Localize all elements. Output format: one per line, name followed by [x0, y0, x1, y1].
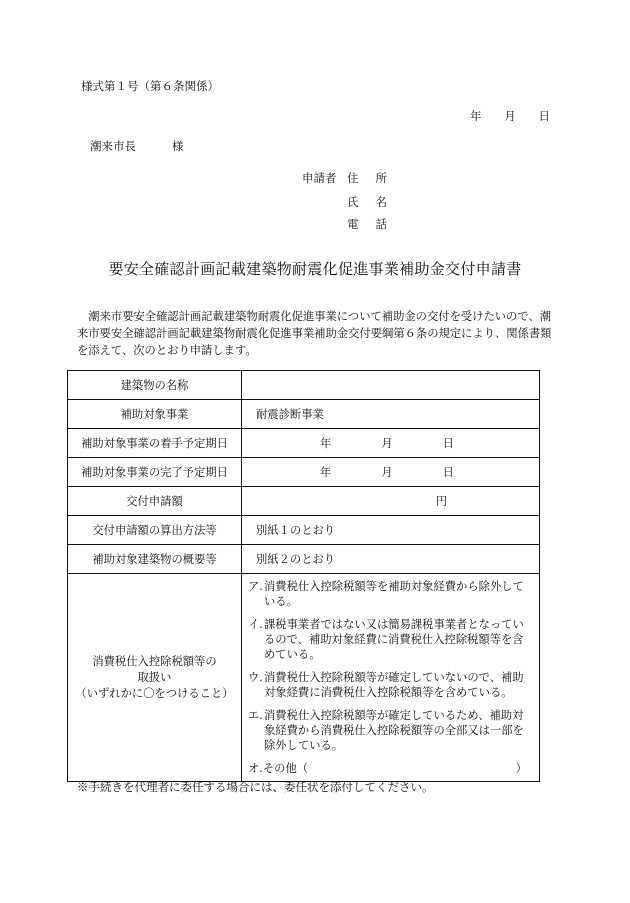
end-month: 月	[381, 466, 393, 479]
option-mark: イ.	[248, 618, 263, 631]
start-day: 日	[442, 437, 454, 450]
addressee-name: 潮来市長	[90, 139, 136, 153]
table-row	[68, 545, 540, 574]
building-name-label: 建築物の名称	[68, 371, 242, 400]
addressee-honorific: 様	[172, 139, 184, 153]
table-row	[68, 574, 540, 782]
option-mark: ウ.	[248, 671, 263, 684]
tax-option-e[interactable]	[248, 708, 531, 753]
tax-handling-label	[68, 574, 242, 782]
subsidy-project-value: 耐震診断事業	[242, 400, 540, 429]
subsidy-project-label: 補助対象事業	[68, 400, 242, 429]
tax-label-line-2: 取扱い	[137, 670, 172, 684]
document-title: 要安全確認計画記載建築物耐震化促進事業補助金交付申請書	[108, 260, 522, 278]
tax-option-other[interactable]	[248, 761, 531, 776]
form-number-label: 様式第１号（第６条関係）	[81, 79, 219, 93]
applicant-tel-label	[347, 216, 387, 232]
table-row	[68, 371, 540, 400]
applicant-name-label	[347, 194, 387, 210]
addressee	[90, 138, 184, 154]
name-char-1: 氏	[347, 195, 359, 209]
end-date-label: 補助対象事業の完了予定期日	[68, 458, 242, 487]
grant-amount-field[interactable]: 円	[242, 487, 540, 516]
address-char-1: 住	[347, 171, 359, 185]
building-summary-value: 別紙２のとおり	[242, 545, 540, 574]
option-mark: エ.	[248, 709, 263, 722]
table-row	[68, 429, 540, 458]
address-char-2: 所	[375, 171, 387, 185]
building-name-field[interactable]	[242, 371, 540, 400]
option-mark: ア.	[248, 580, 263, 593]
start-date-label: 補助対象事業の着手予定期日	[68, 429, 242, 458]
submission-date	[470, 108, 550, 124]
tax-label-line-1: 消費税仕入控除税額等の	[92, 654, 217, 668]
tax-handling-options	[242, 574, 540, 782]
end-date-field[interactable]	[242, 458, 540, 487]
month-label: 月	[504, 109, 516, 123]
option-text: 消費税仕入控除税額等を補助対象経費から除外している。	[264, 580, 524, 608]
year-label: 年	[470, 109, 482, 123]
other-label: オ.その他（	[248, 762, 309, 775]
grant-amount-label: 交付申請額	[68, 487, 242, 516]
table-row	[68, 487, 540, 516]
start-year: 年	[320, 437, 332, 450]
calc-method-label: 交付申請額の算出方法等	[68, 516, 242, 545]
name-char-2: 名	[375, 195, 387, 209]
start-month: 月	[381, 437, 393, 450]
application-table	[67, 370, 540, 782]
day-label: 日	[538, 109, 550, 123]
applicant-label: 申請者	[302, 171, 337, 185]
body-paragraph: 潮来市要安全確認計画記載建築物耐震化促進事業について補助金の交付を受けたいので、潮来市要安全確認計画記載建築物耐震化促進事業補助金交付要綱第６条の規定により、関係書類を添えて、次のとおり申請します。	[77, 310, 552, 357]
other-close-paren: ）	[515, 762, 527, 775]
table-row	[68, 458, 540, 487]
tax-option-i[interactable]	[248, 617, 531, 662]
tel-char-2: 話	[375, 217, 387, 231]
footnote: ※手続きを代理者に委任する場合には、委任状を添付してください。	[77, 780, 434, 794]
end-year: 年	[320, 466, 332, 479]
tax-label-line-3: （いずれかに〇をつけること）	[75, 686, 234, 700]
tax-option-u[interactable]	[248, 670, 531, 700]
start-date-field[interactable]	[242, 429, 540, 458]
applicant-address-label	[347, 170, 387, 186]
option-text: 課税事業者ではない又は簡易課税事業者となっているので、補助対象経費に消費税仕入控除税額等を含めている。	[264, 618, 524, 661]
calc-method-value: 別紙１のとおり	[242, 516, 540, 545]
end-day: 日	[442, 466, 454, 479]
building-summary-label: 補助対象建築物の概要等	[68, 545, 242, 574]
table-row	[68, 400, 540, 429]
option-text: 消費税仕入控除税額等が確定しているため、補助対象経費から消費税仕入控除税額等の全部又は一部を除外している。	[264, 709, 524, 752]
tel-char-1: 電	[347, 217, 359, 231]
option-text: 消費税仕入控除税額等が確定していないので、補助対象経費に消費税仕入控除税額等を含めている。	[264, 671, 524, 699]
tax-option-a[interactable]	[248, 579, 531, 609]
table-row	[68, 516, 540, 545]
